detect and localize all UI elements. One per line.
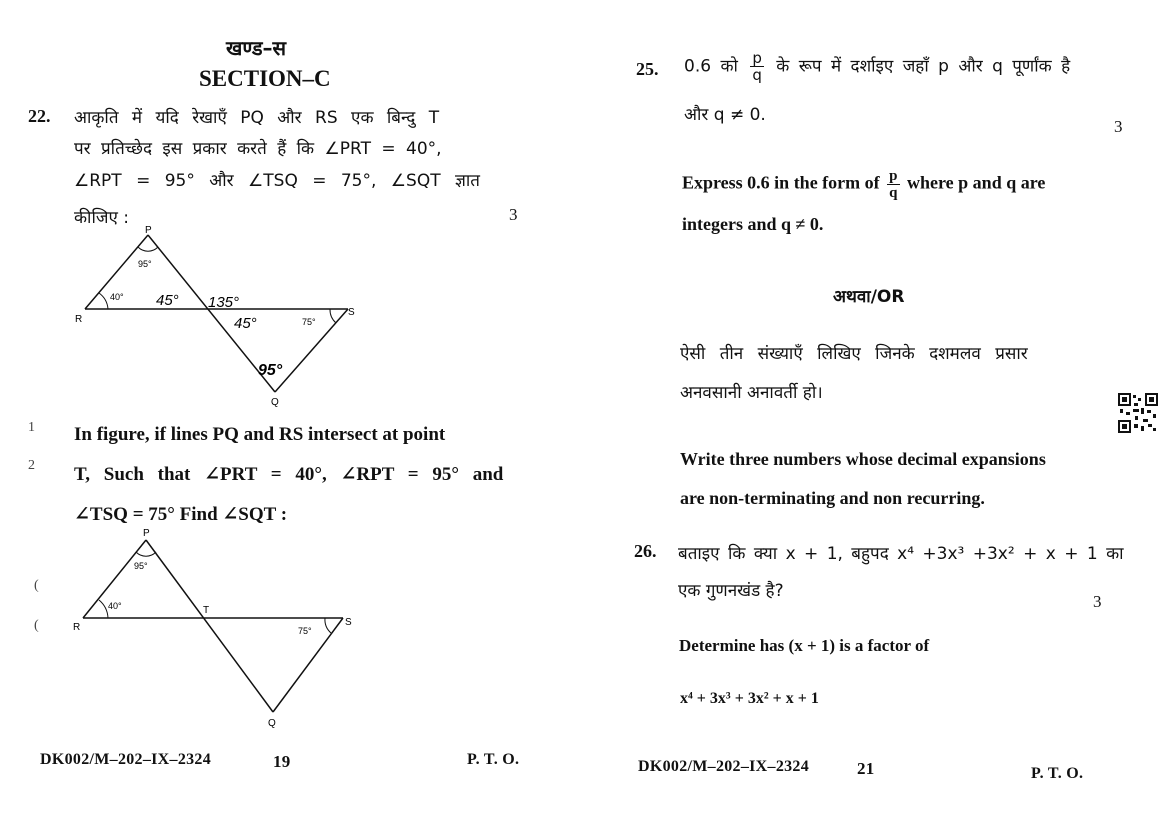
q25-eng-pre: Express 0.6 in the form of [682,172,880,193]
footer-page-21: 21 [857,759,875,778]
or-hindi-line2: अनवसानी अनावर्ती हो। [680,383,823,403]
q25-english-line1 [682,168,1045,201]
footer-code-right: DK002/M–202–IX–2324 [638,758,810,775]
fig1-handwritten-135: 135° [208,294,240,311]
q22-hindi-line4: कीजिए : [74,208,130,228]
q25-hindi-post: के रूप में दर्शाइए जहाँ p और q पूर्णांक है [776,56,1071,77]
footer-pto-left: P. T. O. [467,751,520,768]
fig2-label-q: Q [268,718,276,729]
fig1-label-r: R [75,314,83,325]
fig2-angle-s: 75° [298,626,312,636]
q22-figure-english [68,522,368,732]
or-english-line2: are non-terminating and non recurring. [680,488,985,508]
q22-hindi-line2: पर प्रतिच्छेद इस प्रकार करते हैं कि ∠PRT = 40°, [74,139,442,159]
q25-english-line2: integers and q ≠ 0. [682,214,824,234]
q22-english-line3: ∠TSQ = 75° Find ∠SQT : [74,504,288,525]
or-hindi-line1: ऐसी तीन संख्याएँ लिखिए जिनके दशमलव प्रसार [680,344,1028,364]
q25-hindi-pre: 0.6 को [684,56,738,77]
fig2-label-p: P [143,528,150,539]
q25-eng-post: where p and q are [907,172,1046,193]
question-number-25: 25. [636,59,659,79]
or-label: अथवा/OR [833,287,905,307]
fig1-angle-p: 95° [138,259,152,269]
footer-code-left: DK002/M–202–IX–2324 [40,751,212,768]
q25-marks: 3 [1114,117,1123,136]
question-number-22: 22. [28,106,51,126]
question-number-26: 26. [634,541,657,561]
fig1-handwritten-45b: 45° [234,315,257,332]
fig1-label-q: Q [271,397,279,408]
fig2-angle-p: 95° [134,561,148,571]
margin-mark-2: 2 [28,458,35,473]
q26-english-line2: x⁴ + 3x³ + 3x² + x + 1 [680,690,819,707]
q26-hindi-line1: बताइए कि क्या x + 1, बहुपद x⁴ +3x³ +3x² + x + 1 का [678,544,1124,564]
margin-mark-1: 1 [28,420,35,435]
q26-english-line1: Determine has (x + 1) is a factor of [679,636,930,655]
or-english-line1: Write three numbers whose decimal expansions [680,449,1046,469]
fig1-label-p: P [145,225,152,236]
fig2-label-t: T [203,605,210,616]
qr-code-icon [1118,393,1158,433]
q22-hindi-line3: ∠RPT = 95° और ∠TSQ = 75°, ∠SQT ज्ञात [74,171,481,191]
q26-marks: 3 [1093,592,1102,611]
q26-hindi-line2: एक गुणनखंड है? [678,581,784,601]
section-title-english: SECTION–C [199,66,331,91]
footer-page-19: 19 [273,752,291,771]
fig2-label-r: R [73,622,81,633]
section-title-hindi: खण्ड–स [226,36,287,60]
fig2-angle-r: 40° [108,601,122,611]
fig1-angle-r: 40° [110,292,124,302]
margin-mark-3: ( [34,578,39,593]
fig1-handwritten-95: 95° [258,362,283,379]
q22-marks: 3 [509,205,518,224]
q25-eng-fraction: $\frac{p}{q}$ [889,168,898,201]
margin-mark-4: ( [34,618,39,633]
q25-hindi-line1 [684,50,1070,83]
fig2-label-s: S [345,617,352,628]
q22-hindi-line1: आकृति में यदि रेखाएँ PQ और RS एक बिन्दु T [74,108,440,128]
q22-figure-hindi [70,225,370,410]
q22-english-line1: In figure, if lines PQ and RS intersect at point [74,424,446,445]
q25-hindi-line2: और q ≠ 0. [684,105,766,125]
q22-english-line2: T, Such that ∠PRT = 40°, ∠RPT = 95° and [74,464,504,485]
footer-pto-right: P. T. O. [1031,765,1084,782]
fig1-angle-s: 75° [302,317,316,327]
fig1-label-s: S [348,307,355,318]
q25-fraction-p-over-q: $\frac{p}{q}$ [752,49,762,84]
fig1-handwritten-45: 45° [156,292,179,309]
